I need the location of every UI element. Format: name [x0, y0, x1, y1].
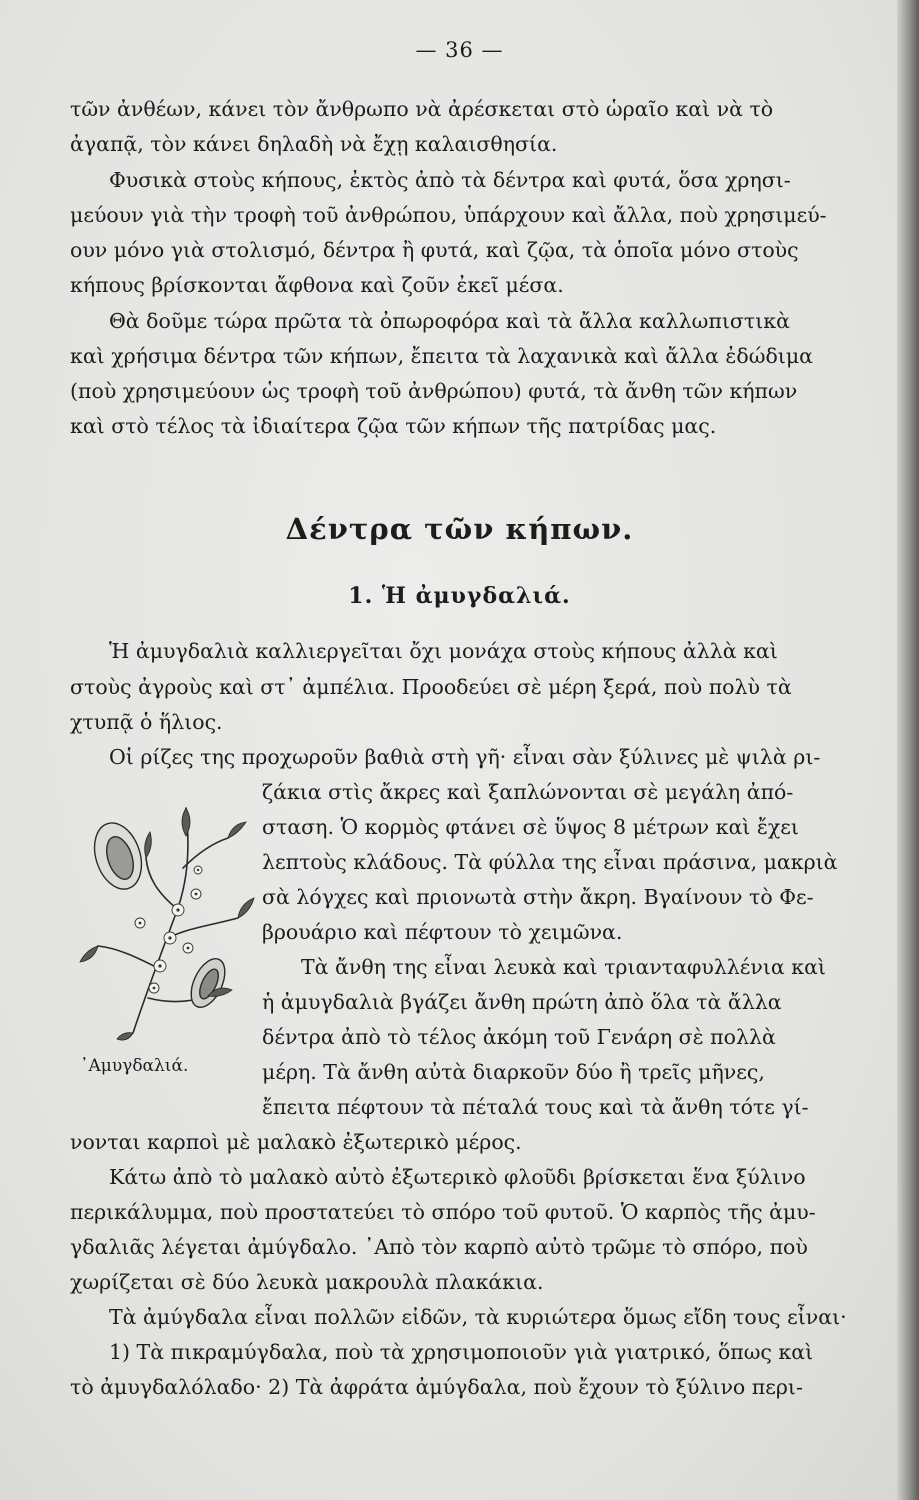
text-line: Τὰ ἀμύγδαλα εἶναι πολλῶν εἰδῶν, τὰ κυριώτερα ὅμως εἴδη τους εἶναι· [109, 1305, 847, 1329]
text-line: χτυπᾷ ὁ ἥλιος. [70, 710, 223, 734]
text-line: Ἡ ἀμυγδαλιὰ καλλιεργεῖται ὄχι μονάχα στοὺς κήπους ἀλλὰ καὶ [109, 639, 778, 663]
text-line: ἔπειτα πέφτουν τὰ πέταλά τους καὶ τὰ ἄνθη τότε γί- [262, 1095, 809, 1119]
almond-branch-illustration [78, 798, 258, 1048]
subsection-heading: 1. Ἡ ἀμυγδαλιά. [348, 583, 571, 609]
page-edge-shadow [897, 0, 919, 1500]
text-line: 1) Τὰ πικραμύγδαλα, ποὺ τὰ χρησιμοποιοῦν γιὰ γιατρικό, ὅπως καὶ [109, 1340, 814, 1364]
text-line: ουν μόνο γιὰ στολισμό, δέντρα ἢ φυτά, καὶ ζῷα, τὰ ὁποῖα μόνο στοὺς [70, 238, 799, 262]
text-line: ἀγαπᾷ, τὸν κάνει δηλαδὴ νὰ ἔχῃ καλαισθησία. [70, 132, 558, 156]
text-line: Κάτω ἀπὸ τὸ μαλακὸ αὐτὸ ἐξωτερικὸ φλοῦδι βρίσκεται ἕνα ξύλινο [109, 1165, 806, 1189]
text-line: Θὰ δοῦμε τώρα πρῶτα τὰ ὀπωροφόρα καὶ τὰ ἄλλα καλλωπιστικὰ [109, 309, 790, 333]
text-line: (ποὺ χρησιμεύουν ὡς τροφὴ τοῦ ἀνθρώπου) φυτά, τὰ ἄνθη τῶν κήπων [70, 379, 798, 403]
text-line: τῶν ἀνθέων, κάνει τὸν ἄνθρωπο νὰ ἀρέσκεται στὸ ὡραῖο καὶ νὰ τὸ [70, 97, 774, 121]
text-line: περικάλυμμα, ποὺ προστατεύει τὸ σπόρο τοῦ φυτοῦ. Ὁ καρπὸς τῆς ἀμυ- [70, 1200, 816, 1224]
text-line: σὰ λόγχες καὶ πριονωτὰ στὴν ἄκρη. Βγαίνουν τὸ Φε- [262, 885, 814, 909]
page-number: — 36 — [415, 38, 504, 62]
illustration-caption: ᾽Αμυγδαλιά. [80, 1056, 189, 1076]
text-line: ζάκια στὶς ἄκρες καὶ ξαπλώνονται σὲ μεγάλη ἀπό- [262, 780, 794, 804]
text-line: τὸ ἀμυγδαλόλαδο· 2) Τὰ ἀφράτα ἀμύγδαλα, ποὺ ἔχουν τὸ ξύλινο περι- [70, 1375, 803, 1399]
text-line: γδαλιᾶς λέγεται ἀμύγδαλο. ᾽Απὸ τὸν καρπὸ αὐτὸ τρῶμε τὸ σπόρο, ποὺ [70, 1235, 808, 1259]
text-line: χωρίζεται σὲ δύο λευκὰ μακρουλὰ πλακάκια. [70, 1270, 544, 1294]
text-line: Τὰ ἄνθη της εἶναι λευκὰ καὶ τριανταφυλλένια καὶ [301, 955, 826, 979]
text-line: βρουάριο καὶ πέφτουν τὸ χειμῶνα. [262, 920, 623, 944]
text-line: κήπους βρίσκονται ἄφθονα καὶ ζοῦν ἐκεῖ μέσα. [70, 273, 564, 297]
text-line: καὶ στὸ τέλος τὰ ἰδιαίτερα ζῷα τῶν κήπων τῆς πατρίδας μας. [70, 414, 717, 438]
text-line: μεύουν γιὰ τὴν τροφὴ τοῦ ἀνθρώπου, ὑπάρχουν καὶ ἄλλα, ποὺ χρησιμεύ- [70, 203, 827, 227]
text-line: μέρη. Τὰ ἄνθη αὐτὰ διαρκοῦν δύο ἢ τρεῖς μῆνες, [262, 1060, 765, 1084]
text-line: σταση. Ὁ κορμὸς φτάνει σὲ ὕψος 8 μέτρων καὶ ἔχει [262, 815, 799, 839]
text-line: καὶ χρήσιμα δέντρα τῶν κήπων, ἔπειτα τὰ λαχανικὰ καὶ ἄλλα ἐδώδιμα [70, 344, 813, 368]
text-line: δέντρα ἀπὸ τὸ τέλος ἀκόμη τοῦ Γενάρη σὲ πολλὰ [262, 1025, 776, 1049]
text-line: Φυσικὰ στοὺς κήπους, ἐκτὸς ἀπὸ τὰ δέντρα καὶ φυτά, ὅσα χρησι- [109, 168, 791, 192]
text-line: Οἱ ρίζες της προχωροῦν βαθιὰ στὴ γῆ· εἶναι σὰν ξύλινες μὲ ψιλὰ ρι- [109, 745, 821, 769]
text-line: νονται καρποὶ μὲ μαλακὸ ἐξωτερικὸ μέρος. [70, 1130, 522, 1154]
text-line: στοὺς ἀγροὺς καὶ στ᾽ ἀμπέλια. Προοδεύει σὲ μέρη ξερά, ποὺ πολὺ τὰ [70, 675, 792, 699]
section-heading: Δέντρα τῶν κήπων. [285, 512, 634, 546]
text-line: ἡ ἀμυγδαλιὰ βγάζει ἄνθη πρώτη ἀπὸ ὅλα τὰ ἄλλα [262, 990, 782, 1014]
text-line: λεπτοὺς κλάδους. Τὰ φύλλα της εἶναι πράσινα, μακριὰ [262, 850, 838, 874]
